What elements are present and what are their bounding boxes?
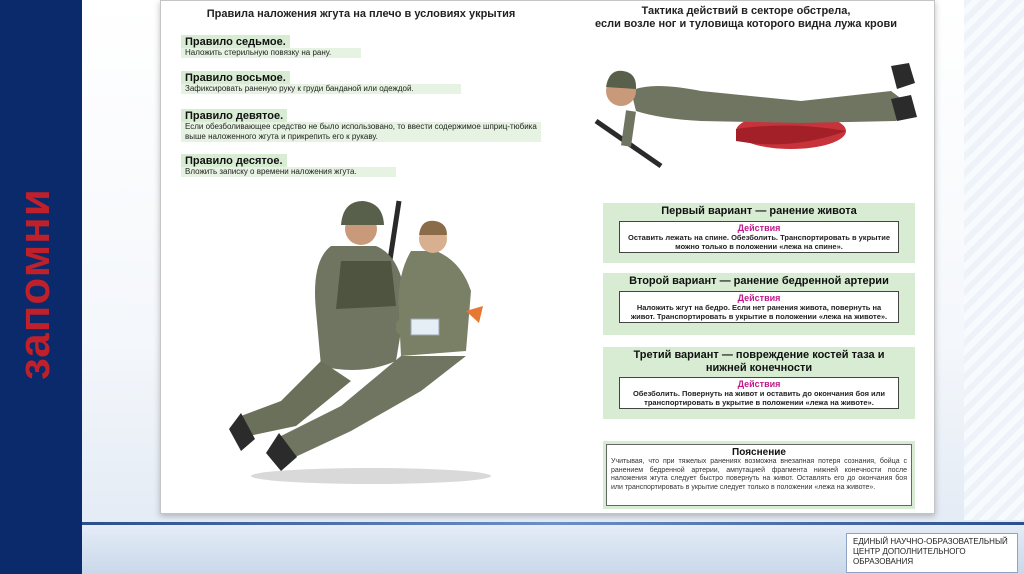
variant-1-panel	[603, 203, 915, 263]
rule-10-title: Правило десятое.	[181, 154, 287, 168]
variant-1-action-label: Действия	[737, 223, 781, 233]
variant-3-title: Третий вариант — повреждение костей таза и нижней конечности	[633, 349, 885, 374]
variant-2-title: Второй вариант — ранение бедренной артерии	[629, 275, 889, 287]
lying-soldier-illustration	[591, 51, 931, 191]
variant-1-title: Первый вариант — ранение живота	[661, 205, 857, 217]
rule-10-text: Вложить записку о времени наложения жгута.	[181, 167, 396, 177]
document-page	[160, 0, 935, 514]
left-sidebar-band	[0, 0, 82, 574]
variant-1-box	[619, 221, 899, 253]
right-decoration	[964, 0, 1024, 520]
rule-9-title: Правило девятое.	[181, 109, 287, 123]
variant-2-box	[619, 291, 899, 323]
explanation-text: Учитывая, что при тяжелых ранениях возможна внезапная потеря сознания, бойца с ранением бедренной артерии, ампутацией фрагмента нижней конечности после наложения жгута следует быстро повернуть на живот. Оставлять его до окончания боя или транспортировать в укрытие следует только в положении «лежа на животе».	[611, 458, 907, 491]
organization-logo-box	[846, 533, 1018, 573]
variant-2-panel	[603, 273, 915, 335]
side-label: запомни	[10, 188, 59, 380]
right-title-line-2: если возле ног и туловища которого видна лужа крови	[595, 18, 897, 30]
soldiers-tourniquet-illustration	[221, 191, 521, 491]
logo-line-2: ЦЕНТР ДОПОЛНИТЕЛЬНОГО	[853, 547, 966, 556]
logo-line-1: ЕДИНЫЙ НАУЧНО-ОБРАЗОВАТЕЛЬНЫЙ	[853, 537, 1008, 546]
right-title-line-1: Тактика действий в секторе обстрела,	[641, 5, 851, 17]
left-title: Правила наложения жгута на плечо в условиях укрытия	[206, 8, 516, 20]
right-title	[561, 5, 931, 31]
rule-9-text: Если обезболивающее средство не было использовано, то ввести содержимое шприц-тюбика выше наложенного жгута и прикрепить его к рукаву.	[181, 122, 541, 142]
explanation-title: Пояснение	[732, 447, 786, 458]
rule-8-text: Зафиксировать раненую руку к груди банданой или одеждой.	[181, 84, 461, 94]
rule-8-title: Правило восьмое.	[181, 71, 290, 85]
variant-3-panel	[603, 347, 915, 419]
rule-7-text: Наложить стерильную повязку на рану.	[181, 48, 361, 58]
variant-3-action-label: Действия	[737, 379, 781, 389]
variant-1-text: Оставить лежать на спине. Обезболить. Транспортировать в укрытие можно только в положении «лежа на спине».	[627, 233, 891, 251]
variant-2-text: Наложить жгут на бедро. Если нет ранения живота, повернуть на живот. Транспортировать в укрытие в положении «лежа на животе».	[630, 303, 888, 321]
variant-2-action-label: Действия	[737, 293, 781, 303]
logo-line-3: ОБРАЗОВАНИЯ	[853, 557, 914, 566]
variant-3-box	[619, 377, 899, 409]
rule-7-title: Правило седьмое.	[181, 35, 290, 49]
explanation-panel	[603, 441, 915, 509]
explanation-box	[606, 444, 912, 506]
variant-3-text: Обезболить. Повернуть на живот и оставить до окончания боя или транспортировать в укрытие в положении «лежа на животе».	[632, 389, 886, 407]
